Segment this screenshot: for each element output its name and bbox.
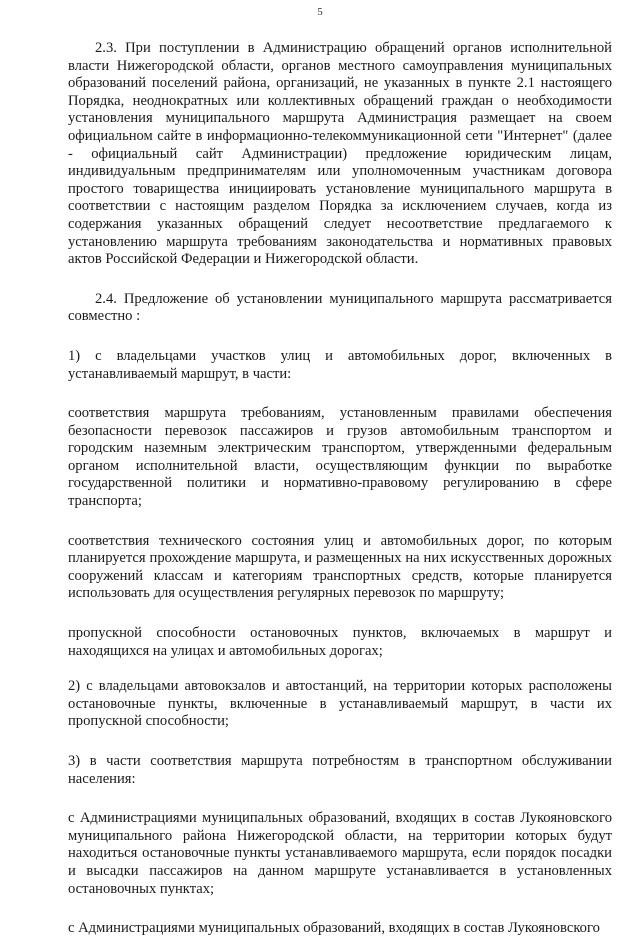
paragraph-item-1: 1) с владельцами участков улиц и автомобильных дорог, включенных в устанавливаемый маршрут, в части: [68,347,612,382]
paragraph-2-4: 2.4. Предложение об установлении муниципального маршрута рассматривается совместно : [68,290,612,325]
paragraph-item-3: 3) в части соответствия маршрута потребностям в транспортном обслуживании населения: [68,753,612,787]
paragraph-item-1-safety: соответствия маршрута требованиям, установленным правилами обеспечения безопасности перевозок пассажиров и грузов автомобильным транспортом и городским наземным электрическим транспортом, утвержденными федеральным органом исполнительной власти, осуществляющим функции по выработке государственной политики и нормативно-правовому регулированию в сфере транспорта; [68,405,612,510]
paragraph-item-3-admins: с Администрациями муниципальных образований, входящих в состав Лукояновского муниципального района Нижегородской области, на территории которых будут находиться остановочные пункты устанавливаемого маршрута, если порядок посадки и высадки пассажиров на данном маршруте устанавливается в установленных остановочных пунктах; [68,810,612,897]
paragraph-2-3: 2.3. При поступлении в Администрацию обращений органов исполнительной власти Нижегородской области, органов местного самоуправления муниципальных образований поселений района, организаций, не указанных в пункте 2.1 настоящего Порядка, неоднократных или коллективных обращений граждан о необходимости установления муниципального маршрута Администрация размещает на своем официальном сайте в информационно-телекоммуникационной сети "Интернет" (далее - официальный сайт Администрации) предложение юридическим лицам, индивидуальным предпринимателям или уполномоченным участникам договора простого товарищества инициировать установление муниципального маршрута в соответствии с настоящим разделом Порядка за исключением случаев, когда из содержания указанных обращений следует несоответствие предлагаемого к установлению маршрута требованиям законодательства и нормативных правовых актов Российской Федерации и Нижегородской области. [68,40,612,268]
paragraph-item-2: 2) с владельцами автовокзалов и автостанций, на территории которых расположены остановочные пункты, включенные в устанавливаемый маршрут, в части их пропускной способности; [68,678,612,730]
paragraph-item-3-admins-cont: с Администрациями муниципальных образований, входящих в состав Лукояновского [68,920,600,937]
page-number: 5 [317,6,323,18]
paragraph-item-1-technical: соответствия технического состояния улиц и автомобильных дорог, по которым планируется прохождение маршрута, и размещенных на них искусственных дорожных сооружений классам и категориям транспортных средств, которые планируется использовать для осуществления регулярных перевозок по маршруту; [68,532,612,602]
paragraph-item-1-capacity: пропускной способности остановочных пунктов, включаемых в маршрут и находящихся на улицах и автомобильных дорогах; [68,625,612,659]
document-body [68,40,612,938]
